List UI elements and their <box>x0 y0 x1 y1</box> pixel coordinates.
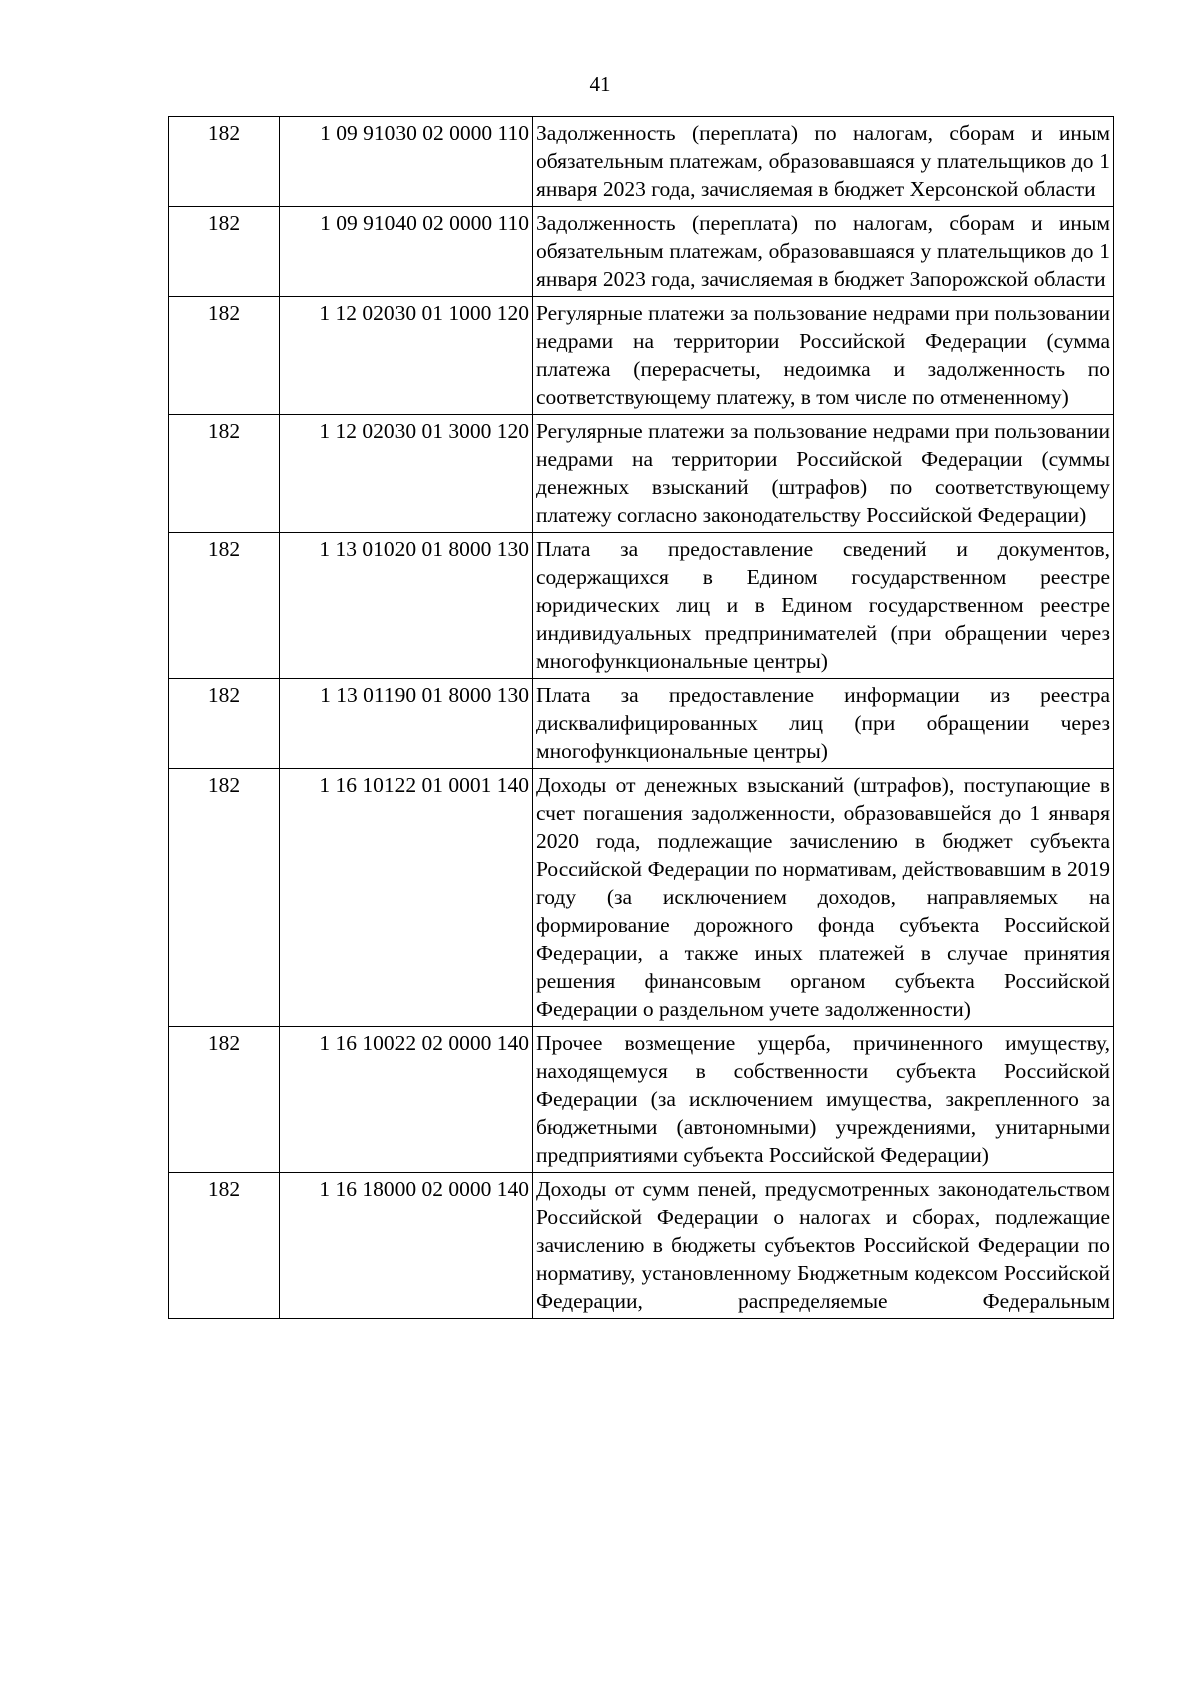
table-row <box>169 533 1114 679</box>
income-description-cell: Доходы от сумм пеней, предусмотренных законодательством Российской Федерации о налогах и сборах, подлежащие зачислению в бюджеты субъектов Российской Федерации по нормативу, установленному Бюджетным кодексом Российской Федерации, распределяемые Федеральным <box>533 1173 1114 1319</box>
admin-code-cell: 182 <box>169 117 280 207</box>
income-description-cell: Задолженность (переплата) по налогам, сборам и иным обязательным платежам, образовавшаяся у плательщиков до 1 января 2023 года, зачисляемая в бюджет Херсонской области <box>533 117 1114 207</box>
budget-classification-code-cell: 1 16 10122 01 0001 140 <box>280 769 533 1027</box>
income-description-cell: Плата за предоставление информации из реестра дисквалифицированных лиц (при обращении через многофункциональные центры) <box>533 679 1114 769</box>
admin-code-cell: 182 <box>169 1027 280 1173</box>
income-description-cell: Регулярные платежи за пользование недрами при пользовании недрами на территории Российской Федерации (сумма платежа (перерасчеты, недоимка и задолженность по соответствующему платежу, в том числе по отмененному) <box>533 297 1114 415</box>
page-number: 41 <box>589 72 611 96</box>
budget-classification-code-cell: 1 13 01020 01 8000 130 <box>280 533 533 679</box>
table-row <box>169 1173 1114 1319</box>
table-row <box>169 117 1114 207</box>
income-description-cell: Задолженность (переплата) по налогам, сборам и иным обязательным платежам, образовавшаяся у плательщиков до 1 января 2023 года, зачисляемая в бюджет Запорожской области <box>533 207 1114 297</box>
admin-code-cell: 182 <box>169 207 280 297</box>
income-description-cell: Плата за предоставление сведений и документов, содержащихся в Едином государственном реестре юридических лиц и в Едином государственном реестре индивидуальных предпринимателей (при обращении через многофункциональные центры) <box>533 533 1114 679</box>
table-row <box>169 679 1114 769</box>
table-row <box>169 769 1114 1027</box>
budget-classification-code-cell: 1 12 02030 01 1000 120 <box>280 297 533 415</box>
budget-codes-table <box>168 116 1114 1319</box>
income-description-cell: Регулярные платежи за пользование недрами при пользовании недрами на территории Российской Федерации (суммы денежных взысканий (штрафов) по соответствующему платежу согласно законодательству Российской Федерации) <box>533 415 1114 533</box>
admin-code-cell: 182 <box>169 415 280 533</box>
table-row <box>169 207 1114 297</box>
budget-classification-code-cell: 1 16 10022 02 0000 140 <box>280 1027 533 1173</box>
admin-code-cell: 182 <box>169 769 280 1027</box>
budget-classification-code-cell: 1 09 91030 02 0000 110 <box>280 117 533 207</box>
admin-code-cell: 182 <box>169 1173 280 1319</box>
budget-classification-code-cell: 1 16 18000 02 0000 140 <box>280 1173 533 1319</box>
table-row <box>169 297 1114 415</box>
income-description-cell: Доходы от денежных взысканий (штрафов), поступающие в счет погашения задолженности, образовавшейся до 1 января 2020 года, подлежащие зачислению в бюджет субъекта Российской Федерации по нормативам, действовавшим в 2019 году (за исключением доходов, направляемых на формирование дорожного фонда субъекта Российской Федерации, а также иных платежей в случае принятия решения финансовым органом субъекта Российской Федерации о раздельном учете задолженности) <box>533 769 1114 1027</box>
admin-code-cell: 182 <box>169 297 280 415</box>
budget-classification-code-cell: 1 13 01190 01 8000 130 <box>280 679 533 769</box>
admin-code-cell: 182 <box>169 679 280 769</box>
table-row <box>169 1027 1114 1173</box>
budget-classification-code-cell: 1 12 02030 01 3000 120 <box>280 415 533 533</box>
admin-code-cell: 182 <box>169 533 280 679</box>
budget-classification-code-cell: 1 09 91040 02 0000 110 <box>280 207 533 297</box>
income-description-cell: Прочее возмещение ущерба, причиненного имуществу, находящемуся в собственности субъекта Российской Федерации (за исключением имущества, закрепленного за бюджетными (автономными) учреждениями, унитарными предприятиями субъекта Российской Федерации) <box>533 1027 1114 1173</box>
table-row <box>169 415 1114 533</box>
